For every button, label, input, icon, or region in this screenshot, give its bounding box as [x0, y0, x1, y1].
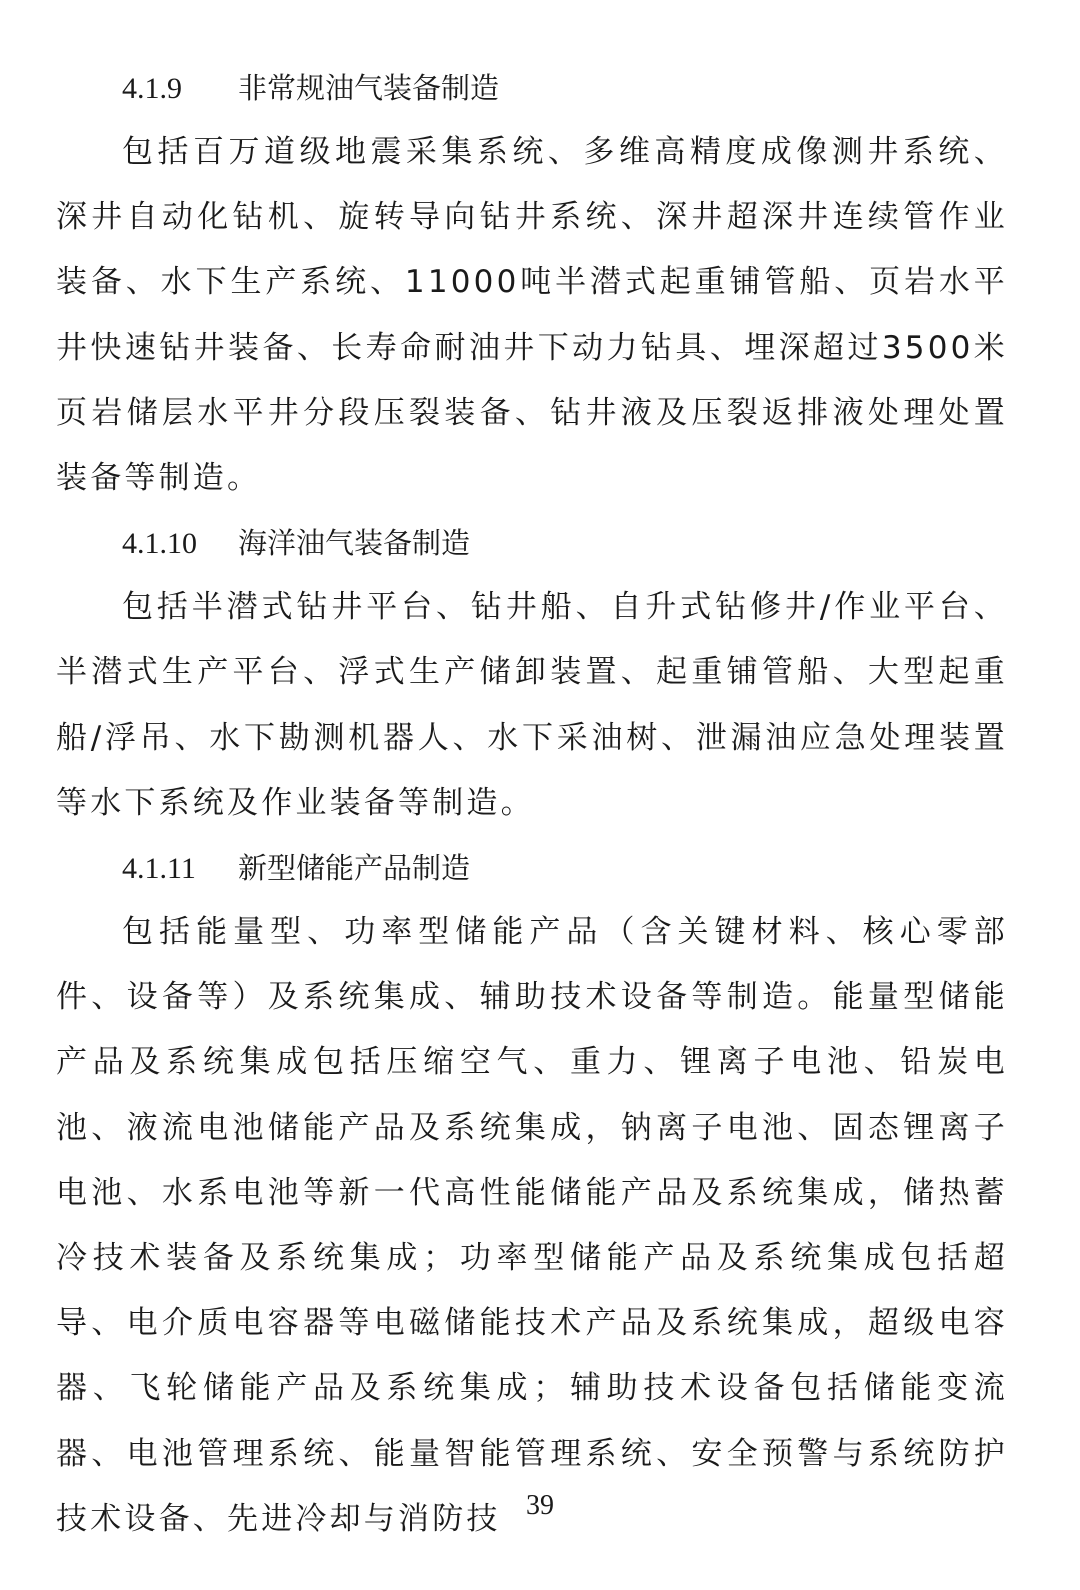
section-title: 海洋油气装备制造 [238, 526, 471, 561]
section-title: 新型储能产品制造 [238, 851, 471, 886]
section-body: 包括能量型、功率型储能产品（含关键材料、核心零部件、设备等）及系统集成、辅助技术设备等制造。能量型储能产品及系统集成包括压缩空气、重力、锂离子电池、铅炭电池、液流电池储能产品及系统集成，钠离子电池、固态锂离子电池、水系电池等新一代高性能储能产品及系统集成，储热蓄冷技术装备及系统集成；功率型储能产品及系统集成包括超导、电介质电容器等电磁储能技术产品及系统集成，超级电容器、飞轮储能产品及系统集成；辅助技术设备包括储能变流器、电池管理系统、能量智能管理系统、安全预警与系统防护技术设备、先进冷却与消防技 [56, 914, 1008, 1537]
section-4-1-11 [56, 836, 1008, 1552]
section-number: 4.1.9 [122, 72, 182, 105]
page-number: 39 [526, 1490, 554, 1521]
section-heading [56, 56, 1008, 120]
section-title: 非常规油气装备制造 [238, 71, 500, 105]
section-number: 4.1.10 [122, 527, 197, 561]
section-4-1-10 [56, 511, 1008, 836]
section-body: 包括半潜式钻井平台、钻井船、自升式钻修井/作业平台、半潜式生产平台、浮式生产储卸装置、起重铺管船、大型起重船/浮吊、水下勘测机器人、水下采油树、泄漏油应急处理装置等水下系统及作业装备等制造。 [56, 589, 1008, 821]
document-page [56, 56, 1008, 1552]
section-heading [56, 836, 1008, 900]
section-heading [56, 511, 1008, 575]
section-number: 4.1.11 [122, 852, 196, 886]
section-4-1-9 [56, 56, 1008, 511]
section-body: 包括百万道级地震采集系统、多维高精度成像测井系统、深井自动化钻机、旋转导向钻井系统、深井超深井连续管作业装备、水下生产系统、11000吨半潜式起重铺管船、页岩水平井快速钻井装备、长寿命耐油井下动力钻具、埋深超过3500米页岩储层水平井分段压裂装备、钻井液及压裂返排液处理处置装备等制造。 [56, 134, 1008, 497]
